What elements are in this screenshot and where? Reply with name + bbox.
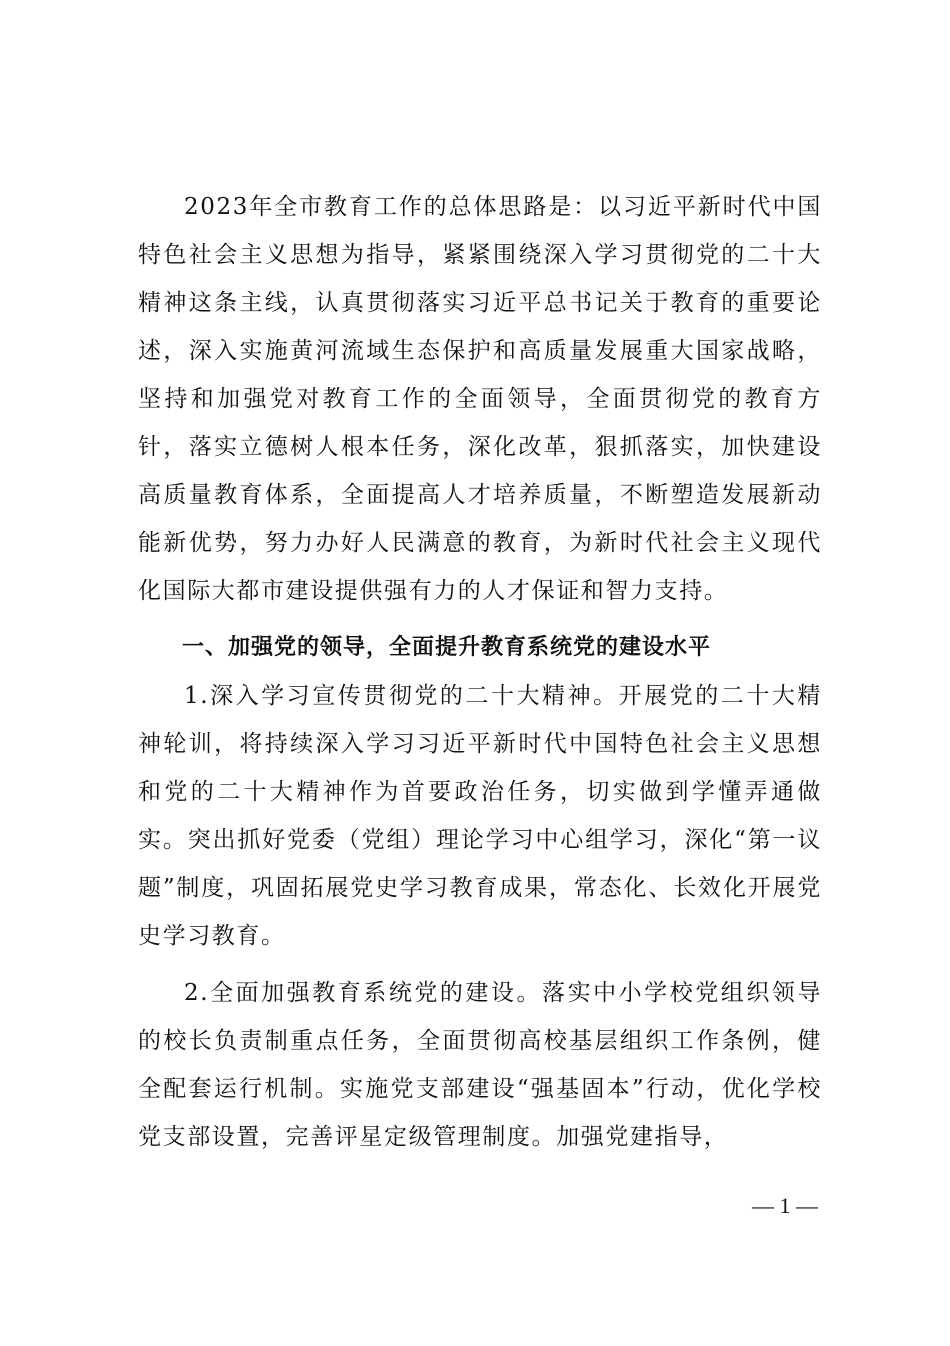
paragraph-gap: [138, 615, 822, 624]
intro-paragraph: 2023年全市教育工作的总体思路是：以习近平新时代中国特色社会主义思想为指导，紧紧围绕深入学习贯彻党的二十大精神这条主线，认真贯彻落实习近平总书记关于教育的重要论述，深入实施黄河流域生态保护和高质量发展重大国家战略，坚持和加强党对教育工作的全面领导，全面贯彻党的教育方针，落实立德树人根本任务，深化改革，狠抓落实，加快建设高质量教育体系，全面提高人才培养质量，不断塑造发展新动能新优势，努力办好人民满意的教育，为新时代社会主义现代化国际大都市建设提供强有力的人才保证和智力支持。: [138, 194, 822, 604]
document-body: [138, 183, 822, 1161]
section-1-heading: 一、加强党的领导，全面提升教育系统党的建设水平: [182, 635, 712, 660]
item-1-paragraph: 1.深入学习宣传贯彻党的二十大精神。开展党的二十大精神轮训，将持续深入学习习近平新时代中国特色社会主义思想和党的二十大精神作为首要政治任务，切实做到学懂弄通做实。突出抓好党委（党组）理论学习中心组学习，深化“第一议题”制度，巩固拓展党史学习教育成果，常态化、长效化开展党史学习教育。: [138, 683, 822, 949]
page-number: — 1 —: [752, 1193, 818, 1218]
paragraph-gap: [138, 960, 822, 969]
item-2-paragraph: 2.全面加强教育系统党的建设。落实中小学校党组织领导的校长负责制重点任务，全面贯彻高校基层组织工作条例，健全配套运行机制。实施党支部建设“强基固本”行动，优化学校党支部设置，完善评星定级管理制度。加强党建指导，: [138, 980, 822, 1150]
